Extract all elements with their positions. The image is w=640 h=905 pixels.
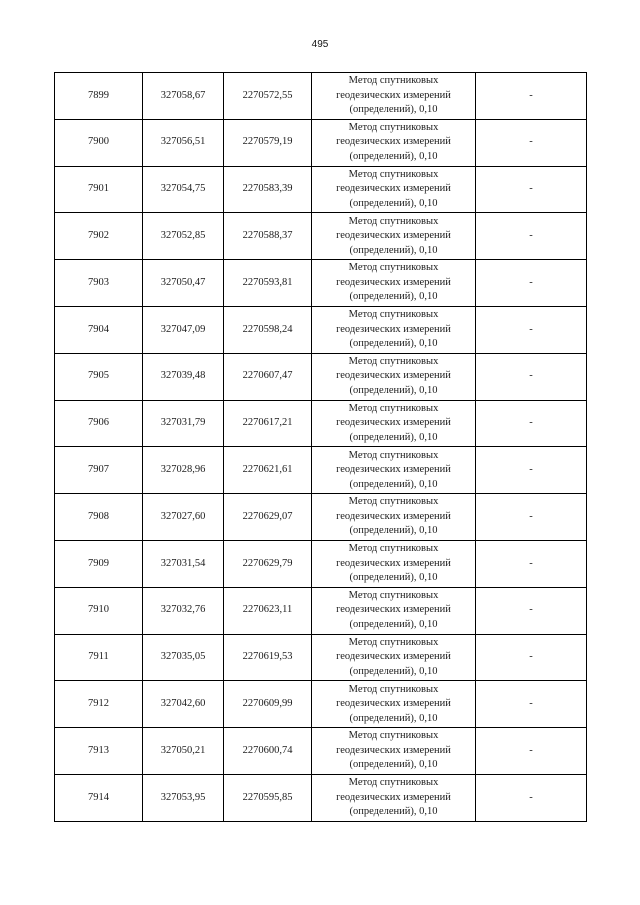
y-coordinate-cell: 2270598,24 xyxy=(224,306,312,353)
note-cell: - xyxy=(476,728,587,775)
method-text-line: Метод спутниковых xyxy=(348,449,439,461)
y-coordinate-cell: 2270617,21 xyxy=(224,400,312,447)
point-number-cell: 7908 xyxy=(55,494,143,541)
note-cell: - xyxy=(476,260,587,307)
method-cell xyxy=(312,540,476,587)
method-text-line: Метод спутниковых xyxy=(348,121,439,133)
note-cell: - xyxy=(476,119,587,166)
table-row xyxy=(55,494,587,541)
method-text-line: Метод спутниковых xyxy=(348,309,439,321)
method-cell xyxy=(312,119,476,166)
point-number-cell: 7910 xyxy=(55,587,143,634)
method-cell xyxy=(312,447,476,494)
x-coordinate-cell: 327028,96 xyxy=(143,447,224,494)
method-cell xyxy=(312,494,476,541)
table-row xyxy=(55,400,587,447)
y-coordinate-cell: 2270621,61 xyxy=(224,447,312,494)
y-coordinate-cell: 2270579,19 xyxy=(224,119,312,166)
note-cell: - xyxy=(476,400,587,447)
note-cell: - xyxy=(476,353,587,400)
method-cell xyxy=(312,306,476,353)
note-cell: - xyxy=(476,73,587,120)
table-row xyxy=(55,73,587,120)
method-cell xyxy=(312,353,476,400)
method-text-line: Метод спутниковых xyxy=(348,496,439,508)
method-text-line: геодезических измерений xyxy=(336,136,451,148)
table-row xyxy=(55,213,587,260)
table-row xyxy=(55,353,587,400)
x-coordinate-cell: 327039,48 xyxy=(143,353,224,400)
y-coordinate-cell: 2270623,11 xyxy=(224,587,312,634)
point-number-cell: 7904 xyxy=(55,306,143,353)
x-coordinate-cell: 327050,47 xyxy=(143,260,224,307)
page-number: 495 xyxy=(311,39,329,50)
point-number-cell: 7905 xyxy=(55,353,143,400)
method-cell xyxy=(312,587,476,634)
x-coordinate-cell: 327042,60 xyxy=(143,681,224,728)
method-text-line: (определений), 0,10 xyxy=(349,806,438,818)
note-cell: - xyxy=(476,540,587,587)
method-text-line: геодезических измерений xyxy=(336,89,451,101)
table-row xyxy=(55,166,587,213)
note-cell: - xyxy=(476,774,587,821)
method-text-line: геодезических измерений xyxy=(336,276,451,288)
method-text-line: Метод спутниковых xyxy=(348,777,439,789)
method-cell xyxy=(312,728,476,775)
method-text-line: (определений), 0,10 xyxy=(349,244,438,256)
y-coordinate-cell: 2270583,39 xyxy=(224,166,312,213)
method-text-line: Метод спутниковых xyxy=(348,262,439,274)
method-cell xyxy=(312,213,476,260)
note-cell: - xyxy=(476,213,587,260)
method-cell xyxy=(312,774,476,821)
y-coordinate-cell: 2270588,37 xyxy=(224,213,312,260)
table-row xyxy=(55,587,587,634)
y-coordinate-cell: 2270595,85 xyxy=(224,774,312,821)
y-coordinate-cell: 2270600,74 xyxy=(224,728,312,775)
method-text-line: (определений), 0,10 xyxy=(349,478,438,490)
y-coordinate-cell: 2270629,79 xyxy=(224,540,312,587)
method-text-line: Метод спутниковых xyxy=(348,215,439,227)
x-coordinate-cell: 327027,60 xyxy=(143,494,224,541)
x-coordinate-cell: 327031,79 xyxy=(143,400,224,447)
coordinates-table xyxy=(54,72,587,822)
point-number-cell: 7902 xyxy=(55,213,143,260)
method-text-line: геодезических измерений xyxy=(336,698,451,709)
method-text-line: геодезических измерений xyxy=(336,370,451,382)
x-coordinate-cell: 327035,05 xyxy=(143,634,224,681)
point-number-cell: 7912 xyxy=(55,681,143,728)
method-cell xyxy=(312,260,476,307)
point-number-cell: 7906 xyxy=(55,400,143,447)
note-cell: - xyxy=(476,494,587,541)
point-number-cell: 7914 xyxy=(55,774,143,821)
method-text-line: геодезических измерений xyxy=(336,604,451,616)
method-cell xyxy=(312,400,476,447)
point-number-cell: 7911 xyxy=(55,634,143,681)
method-text-line: Метод спутниковых xyxy=(348,589,439,601)
x-coordinate-cell: 327031,54 xyxy=(143,540,224,587)
table-row xyxy=(55,260,587,307)
method-cell xyxy=(312,634,476,681)
table-row xyxy=(55,634,587,681)
y-coordinate-cell: 2270609,99 xyxy=(224,681,312,728)
method-text-line: геодезических измерений xyxy=(336,510,451,522)
table-row xyxy=(55,681,587,728)
method-text-line: Метод спутниковых xyxy=(348,75,439,87)
point-number-cell: 7907 xyxy=(55,447,143,494)
method-text-line: геодезических измерений xyxy=(336,323,451,335)
method-cell xyxy=(312,73,476,120)
method-text-line: (определений), 0,10 xyxy=(349,104,438,116)
method-text-line: Метод спутниковых xyxy=(348,683,439,695)
method-text-line: Метод спутниковых xyxy=(348,636,439,648)
table-row xyxy=(55,774,587,821)
note-cell: - xyxy=(476,587,587,634)
y-coordinate-cell: 2270629,07 xyxy=(224,494,312,541)
note-cell: - xyxy=(476,681,587,728)
x-coordinate-cell: 327047,09 xyxy=(143,306,224,353)
table-row xyxy=(55,119,587,166)
method-text-line: (определений), 0,10 xyxy=(349,291,438,303)
method-text-line: (определений), 0,10 xyxy=(349,431,438,443)
table-row xyxy=(55,447,587,494)
table-row xyxy=(55,728,587,775)
y-coordinate-cell: 2270607,47 xyxy=(224,353,312,400)
method-text-line: геодезических измерений xyxy=(336,417,451,429)
method-text-line: Метод спутниковых xyxy=(348,543,439,555)
method-text-line: (определений), 0,10 xyxy=(349,525,438,537)
note-cell: - xyxy=(476,166,587,213)
x-coordinate-cell: 327050,21 xyxy=(143,728,224,775)
x-coordinate-cell: 327032,76 xyxy=(143,587,224,634)
note-cell: - xyxy=(476,447,587,494)
x-coordinate-cell: 327053,95 xyxy=(143,774,224,821)
method-text-line: (определений), 0,10 xyxy=(349,197,438,209)
method-text-line: (определений), 0,10 xyxy=(349,618,438,630)
table-row xyxy=(55,540,587,587)
method-cell xyxy=(312,166,476,213)
point-number-cell: 7900 xyxy=(55,119,143,166)
y-coordinate-cell: 2270572,55 xyxy=(224,73,312,120)
table-row xyxy=(55,306,587,353)
point-number-cell: 7913 xyxy=(55,728,143,775)
method-text-line: (определений), 0,10 xyxy=(349,384,438,396)
method-text-line: геодезических измерений xyxy=(336,464,451,476)
point-number-cell: 7899 xyxy=(55,73,143,120)
coordinates-table-body xyxy=(55,73,587,822)
method-text-line: геодезических измерений xyxy=(336,651,451,663)
method-text-line: Метод спутниковых xyxy=(348,168,439,180)
method-text-line: геодезических измерений xyxy=(336,230,451,242)
point-number-cell: 7909 xyxy=(55,540,143,587)
point-number-cell: 7903 xyxy=(55,260,143,307)
method-text-line: (определений), 0,10 xyxy=(349,665,438,677)
x-coordinate-cell: 327056,51 xyxy=(143,119,224,166)
x-coordinate-cell: 327054,75 xyxy=(143,166,224,213)
method-text-line: (определений), 0,10 xyxy=(349,150,438,162)
point-number-cell: 7901 xyxy=(55,166,143,213)
method-text-line: Метод спутниковых xyxy=(348,402,439,414)
note-cell: - xyxy=(476,306,587,353)
method-text-line: (определений), 0,10 xyxy=(349,338,438,350)
method-text-line: (определений), 0,10 xyxy=(349,712,438,724)
method-text-line: геодезических измерений xyxy=(336,183,451,195)
x-coordinate-cell: 327058,67 xyxy=(143,73,224,120)
x-coordinate-cell: 327052,85 xyxy=(143,213,224,260)
method-text-line: Метод спутниковых xyxy=(348,730,439,742)
method-text-line: Метод спутниковых xyxy=(348,355,439,367)
method-text-line: геодезических измерений xyxy=(336,557,451,569)
y-coordinate-cell: 2270619,53 xyxy=(224,634,312,681)
method-cell xyxy=(312,681,476,728)
method-text-line: геодезических измерений xyxy=(336,744,451,756)
method-text-line: (определений), 0,10 xyxy=(349,759,438,771)
method-text-line: геодезических измерений xyxy=(336,791,451,803)
method-text-line: (определений), 0,10 xyxy=(349,572,438,584)
note-cell: - xyxy=(476,634,587,681)
y-coordinate-cell: 2270593,81 xyxy=(224,260,312,307)
